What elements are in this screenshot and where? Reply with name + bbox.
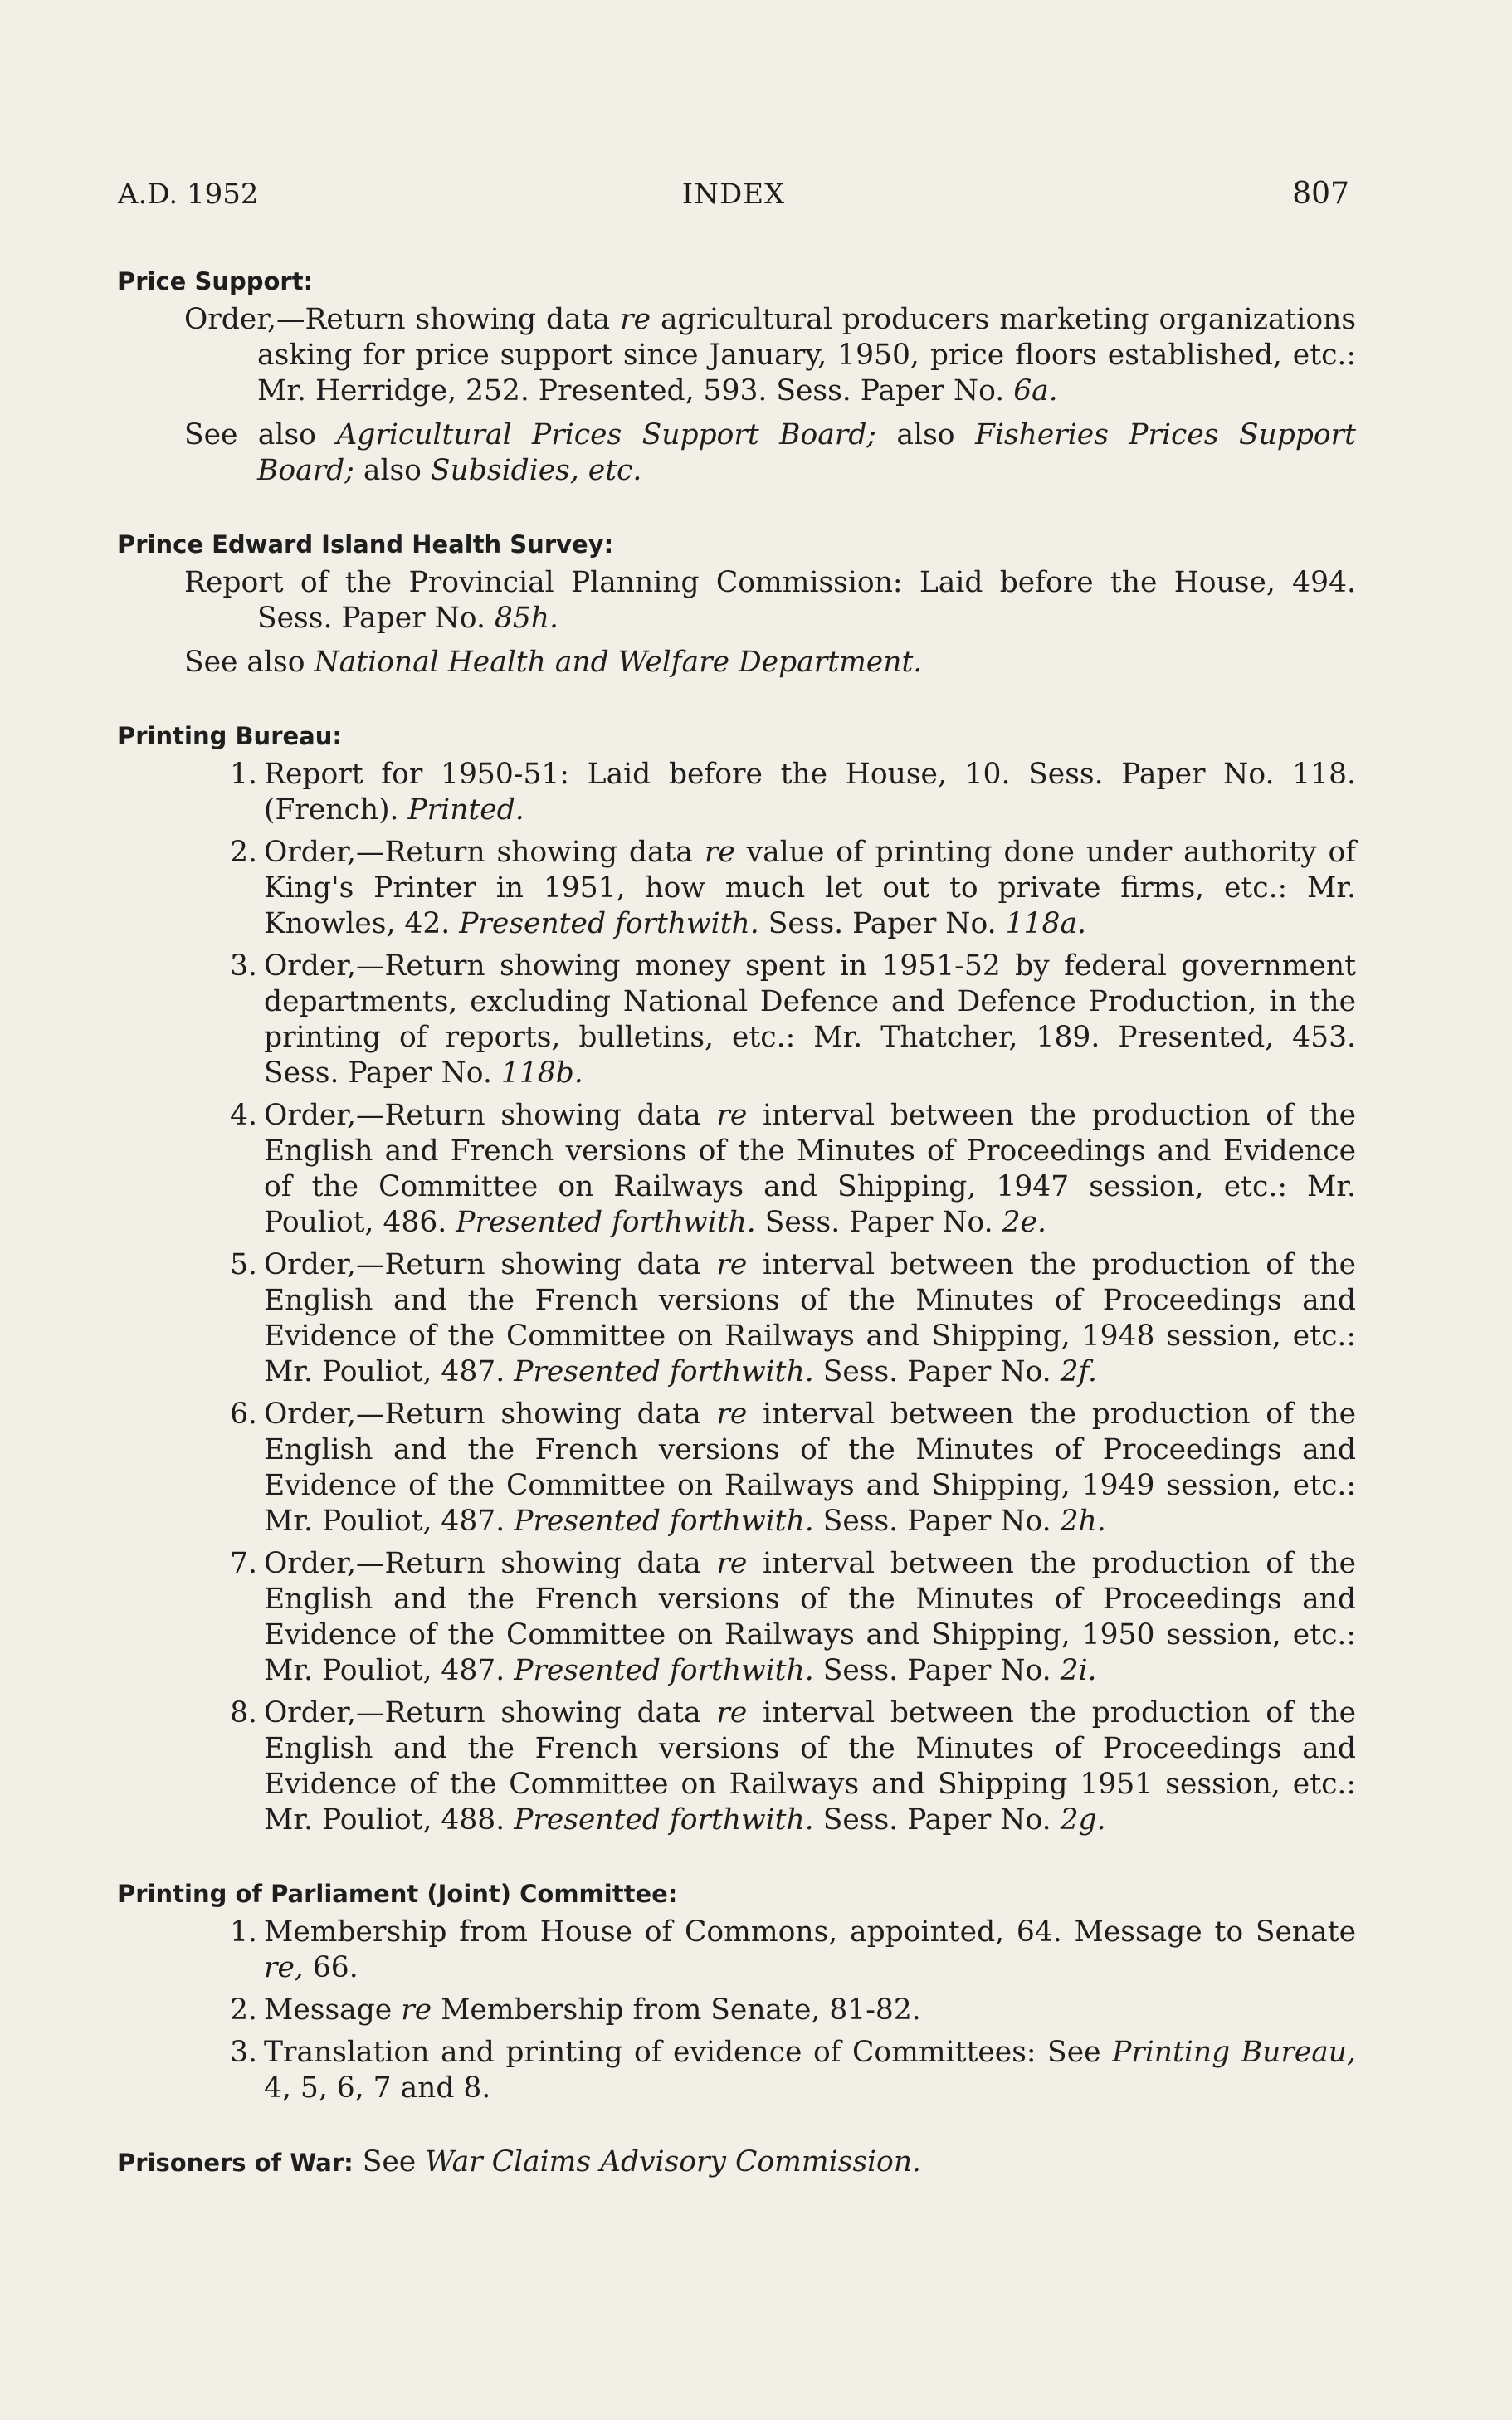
header-title: INDEX [681,178,786,211]
see-also: See also Agricultural Prices Support Board; also Fisheries Prices Support Board; also Subsidies, etc. [184,418,1357,487]
entry-heading: Printing of Parliament (Joint) Committee: [118,1880,678,1908]
entry-heading: Prince Edward Island Health Survey: [118,530,614,559]
entry-pei-health-survey [118,527,1356,681]
subentry: Report of the Provincial Planning Commission: Laid before the House, 494. Sess. Paper No. 85h. [184,566,1356,635]
index-content [118,264,1356,2219]
entry-printing-of-parliament [118,1876,1356,2106]
numbered-item: 6. Order,—Return showing data re interval between the production of the English and the French versions of the Minutes of Proceedings and Evidence of the Committee on Railways and Shipping, 1949 session, etc.: Mr. Pouliot, 487. Presented forthwith. Sess. Paper No. 2h. [230,1398,1356,1538]
subentry: Order,—Return showing data re agricultural producers marketing organizations asking for price support since January, 1950, price floors established, etc.: Mr. Herridge, 252. Presented, 593. Sess. Paper No. 6a. [184,303,1357,407]
entry-heading: Prisoners of War: [118,2149,354,2177]
entry-prisoners-of-war: Prisoners of War: See War Claims Advisory Commission. [118,2145,922,2178]
entry-heading: Printing Bureau: [118,722,342,750]
numbered-item: 3. Translation and printing of evidence of Committees: See Printing Bureau, 4, 5, 6, 7 and 8. [230,2036,1356,2105]
numbered-item: 5. Order,—Return showing data re interval between the production of the English and the French versions of the Minutes of Proceedings and Evidence of the Committee on Railways and Shipping, 1948 session, etc.: Mr. Pouliot, 487. Presented forthwith. Sess. Paper No. 2f. [230,1248,1356,1388]
numbered-item: 8. Order,—Return showing data re interval between the production of the English and the French versions of the Minutes of Proceedings and Evidence of the Committee on Railways and Shipping 1951 session, etc.: Mr. Pouliot, 488. Presented forthwith. Sess. Paper No. 2g. [230,1696,1356,1837]
see-also: See also National Health and Welfare Department. [184,646,923,679]
numbered-item: 2. Order,—Return showing data re value of printing done under authority of King's Printer in 1951, how much let out to private firms, etc.: Mr. Knowles, 42. Presented forthwith. Sess. Paper No. 118a. [230,836,1357,940]
numbered-item: 2. Message re Membership from Senate, 81-82. [230,1993,921,2027]
running-head [118,173,1349,216]
entry-printing-bureau [118,719,1356,1838]
numbered-item: 1. Membership from House of Commons, appointed, 64. Message to Senate re, 66. [230,1915,1356,1984]
page-number: 807 [1292,177,1349,211]
entry-heading: Price Support: [118,267,314,295]
numbered-item: 3. Order,—Return showing money spent in 1951-52 by federal government departments, excluding National Defence and Defence Production, in the printing of reports, bulletins, etc.: Mr. Thatcher, 189. Presented, 453. Sess. Paper No. 118b. [230,949,1356,1090]
numbered-item: 1. Report for 1950-51: Laid before the House, 10. Sess. Paper No. 118. (French). Printed. [230,758,1356,827]
header-year: A.D. 1952 [118,178,259,211]
numbered-item: 7. Order,—Return showing data re interval between the production of the English and the French versions of the Minutes of Proceedings and Evidence of the Committee on Railways and Shipping, 1950 session, etc.: Mr. Pouliot, 487. Presented forthwith. Sess. Paper No. 2i. [230,1547,1356,1687]
numbered-item: 4. Order,—Return showing data re interval between the production of the English and French versions of the Minutes of Proceedings and Evidence of the Committee on Railways and Shipping, 1947 session, etc.: Mr. Pouliot, 486. Presented forthwith. Sess. Paper No. 2e. [230,1099,1356,1239]
entry-price-support [118,264,1356,489]
